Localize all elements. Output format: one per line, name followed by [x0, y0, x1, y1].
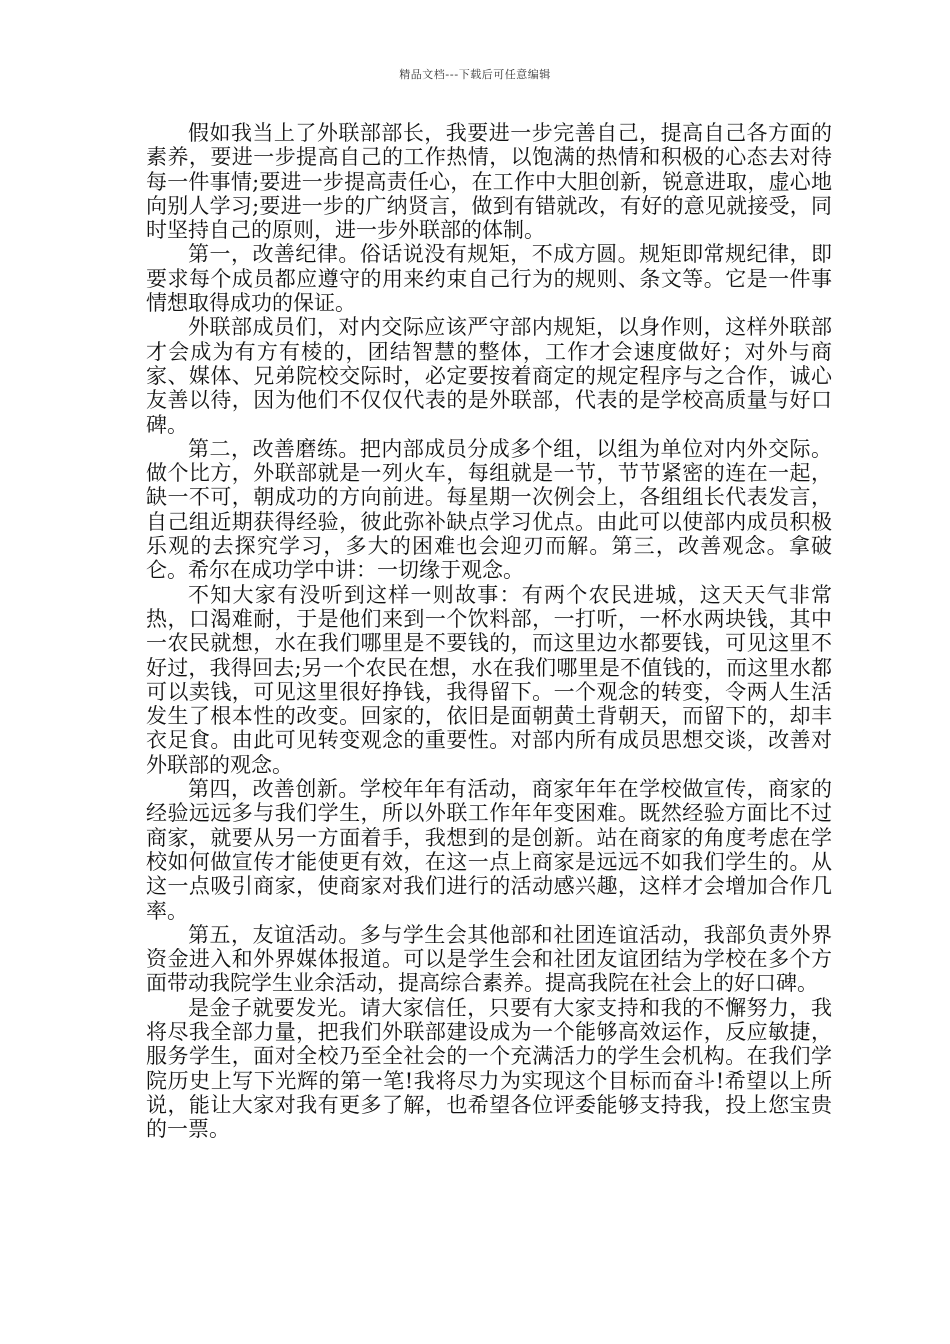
- paragraph-intro: 假如我当上了外联部部长，我要进一步完善自己，提高自己各方面的素养，要进一步提高自己的工作热情，以饱满的热情和积极的心态去对待每一件事情;要进一步提高责任心，在工作中大胆创新，锐意进取，虚心地向别人学习;要进一步的广纳贤言，做到有错就改，有好的意见就接受，同时坚持自己的原则，进一步外联部的体制。: [146, 121, 832, 243]
- paragraph-members: 外联部成员们，对内交际应该严守部内规矩，以身作则，这样外联部才会成为有方有棱的，团结智慧的整体，工作才会速度做好；对外与商家、媒体、兄弟院校交际时，必定要按着商定的规定程序与之合作，诚心友善以待，因为他们不仅仅代表的是外联部，代表的是学校高质量与好口碑。: [146, 315, 832, 437]
- paragraph-innovation: 第四，改善创新。学校年年有活动，商家年年在学校做宣传，商家的经验远远多与我们学生，所以外联工作年年变困难。既然经验方面比不过商家，就要从另一方面着手，我想到的是创新。站在商家的角度考虑在学校如何做宣传才能使更有效，在这一点上商家是远远不如我们学生的。从这一点吸引商家，使商家对我们进行的活动感兴趣，这样才会增加合作几率。: [146, 777, 832, 923]
- paragraph-training: 第二，改善磨练。把内部成员分成多个组，以组为单位对内外交际。做个比方，外联部就是一列火车，每组就是一节，节节紧密的连在一起，缺一不可，朝成功的方向前进。每星期一次例会上，各组组长代表发言，自己组近期获得经验，彼此弥补缺点学习优点。由此可以使部内成员积极乐观的去探究学习，多大的困难也会迎刃而解。第三，改善观念。拿破仑。希尔在成功学中讲：一切缘于观念。: [146, 436, 832, 583]
- page-header: 精品文档---下载后可任意编辑: [399, 68, 551, 81]
- paragraph-friendship: 第五，友谊活动。多与学生会其他部和社团连谊活动，我部负责外界资金进入和外界媒体报道。可以是学生会和社团友谊团结为学校在多个方面带动我院学生业余活动，提高综合素养。提高我院在社会上的好口碑。: [146, 922, 832, 996]
- document-body: [146, 121, 832, 1141]
- paragraph-story: 不知大家有没听到这样一则故事：有两个农民进城，这天天气非常热，口渴难耐，于是他们来到一个饮料部，一打听，一杯水两块钱，其中一农民就想，水在我们哪里是不要钱的，而这里边水都要钱，可见这里不好过，我得回去;另一个农民在想，水在我们哪里是不值钱的，而这里水都可以卖钱，可见这里很好挣钱，我得留下。一个观念的转变，令两人生活发生了根本性的改变。回家的，依旧是面朝黄土背朝天，而留下的，却丰衣足食。由此可见转变观念的重要性。对部内所有成员思想交谈，改善对外联部的观念。: [146, 582, 832, 777]
- paragraph-closing: 是金子就要发光。请大家信任，只要有大家支持和我的不懈努力，我将尽我全部力量，把我们外联部建设成为一个能够高效运作，反应敏捷，服务学生，面对全校乃至全社会的一个充满活力的学生会机构。在我们学院历史上写下光辉的第一笔!我将尽力为实现这个目标而奋斗!希望以上所说，能让大家对我有更多了解，也希望各位评委能够支持我，投上您宝贵的一票。: [146, 995, 832, 1142]
- paragraph-discipline: 第一，改善纪律。俗话说没有规矩，不成方圆。规矩即常规纪律，即要求每个成员都应遵守的用来约束自己行为的规则、条文等。它是一件事情想取得成功的保证。: [146, 242, 832, 316]
